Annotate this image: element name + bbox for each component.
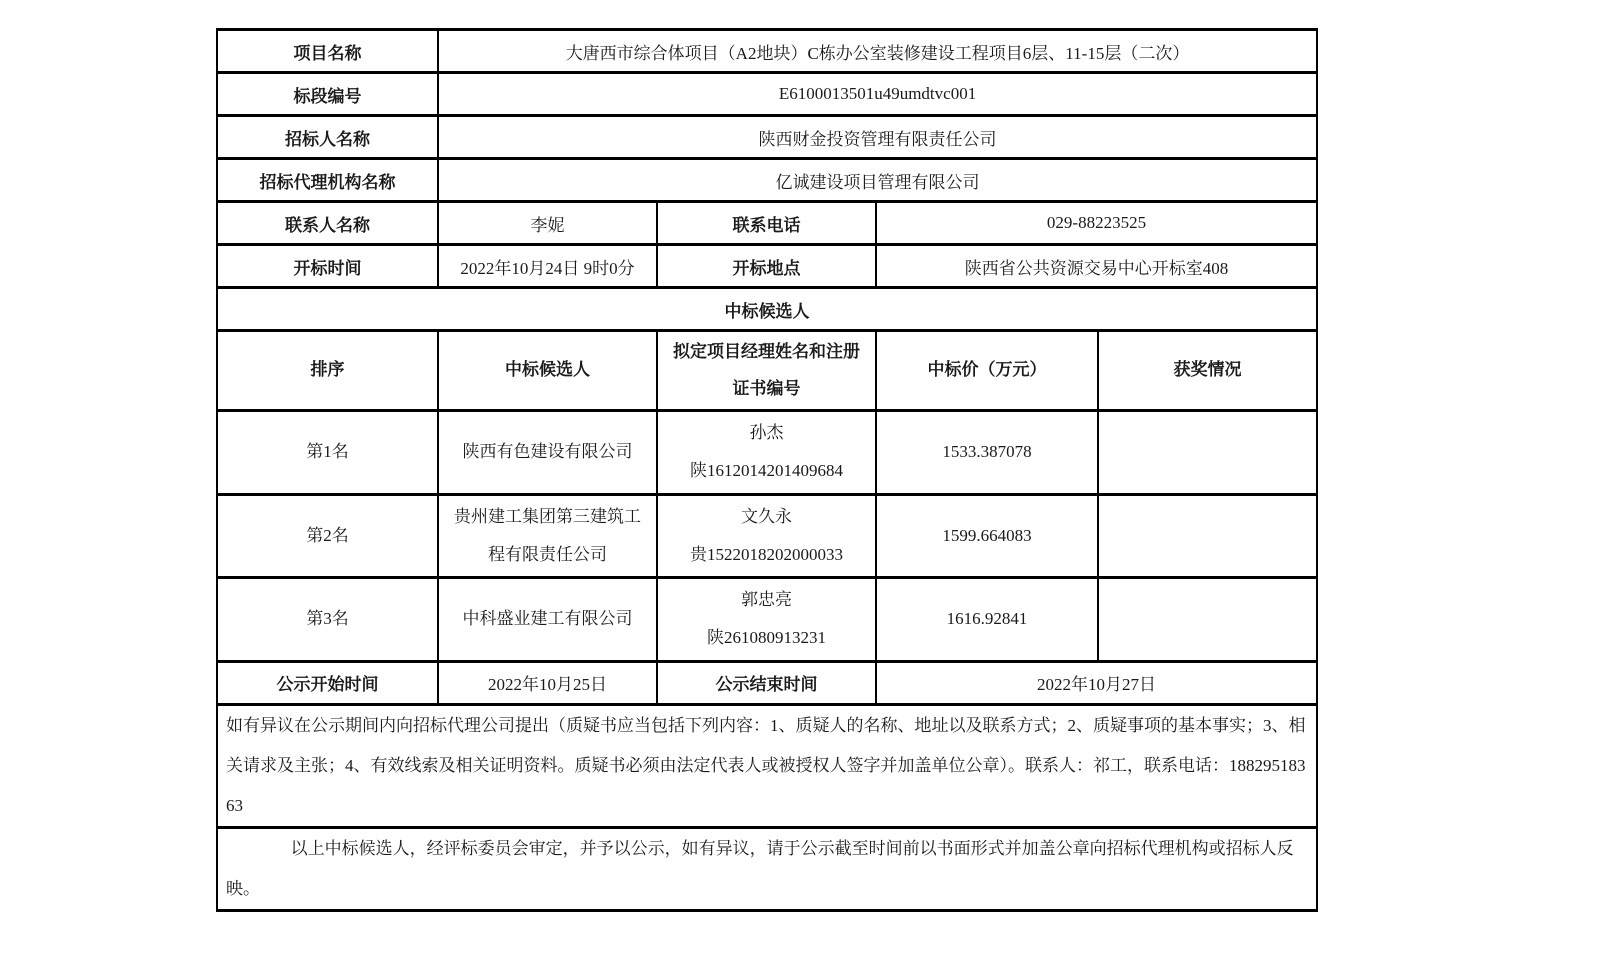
- manager-cert-no: 贵1522018202000033: [690, 544, 843, 564]
- rank-cell: 第1名: [217, 411, 438, 495]
- contact-phone-label: 联系电话: [657, 202, 876, 245]
- award-cell: [1098, 494, 1317, 578]
- publicity-period-row: [217, 661, 1317, 704]
- section-number-value: E6100013501u49umdtvc001: [438, 73, 1317, 116]
- candidates-title-row: [217, 288, 1317, 331]
- column-header-manager: 拟定项目经理姓名和注册证书编号: [657, 331, 876, 411]
- project-name-value: 大唐西市综合体项目（A2地块）C栋办公室装修建设工程项目6层、11-15层（二次）: [438, 30, 1317, 73]
- bid-price-cell: 1533.387078: [876, 411, 1098, 495]
- contact-phone-value: 029-88223525: [876, 202, 1317, 245]
- tenderer-value: 陕西财金投资管理有限责任公司: [438, 116, 1317, 159]
- bid-price-cell: 1599.664083: [876, 494, 1098, 578]
- manager-cell: [657, 411, 876, 495]
- candidate-row: [217, 411, 1317, 495]
- manager-cell: [657, 578, 876, 662]
- bid-price-cell: 1616.92841: [876, 578, 1098, 662]
- rank-cell: 第3名: [217, 578, 438, 662]
- column-header-candidate: 中标候选人: [438, 331, 657, 411]
- objection-notice-row: [217, 704, 1317, 827]
- candidate-name-cell: 陕西有色建设有限公司: [438, 411, 657, 495]
- bid-opening-row: [217, 245, 1317, 288]
- column-header-award: 获奖情况: [1098, 331, 1317, 411]
- manager-name: 孙杰: [749, 423, 784, 443]
- candidate-row: [217, 494, 1317, 578]
- publicity-start-value: 2022年10月25日: [438, 661, 657, 704]
- publicity-start-label: 公示开始时间: [217, 661, 438, 704]
- project-name-label: 项目名称: [217, 30, 438, 73]
- section-number-row: [217, 73, 1317, 116]
- manager-name: 郭忠亮: [741, 590, 792, 610]
- closing-statement-row: [217, 827, 1317, 910]
- contact-name-label: 联系人名称: [217, 202, 438, 245]
- publicity-end-value: 2022年10月27日: [876, 661, 1317, 704]
- tenderer-row: [217, 116, 1317, 159]
- manager-cert-no: 陕1612014201409684: [690, 461, 843, 481]
- agency-value: 亿诚建设项目管理有限公司: [438, 159, 1317, 202]
- candidate-name-cell: 中科盛业建工有限公司: [438, 578, 657, 662]
- project-name-row: [217, 30, 1317, 73]
- award-cell: [1098, 578, 1317, 662]
- manager-cell: [657, 494, 876, 578]
- contact-name-value: 李妮: [438, 202, 657, 245]
- opening-place-value: 陕西省公共资源交易中心开标室408: [876, 245, 1317, 288]
- agency-row: [217, 159, 1317, 202]
- opening-time-label: 开标时间: [217, 245, 438, 288]
- candidates-section-title: 中标候选人: [217, 288, 1317, 331]
- closing-statement-text: 以上中标候选人，经评标委员会审定，并予以公示，如有异议，请于公示截至时间前以书面形式并加盖公章向招标代理机构或招标人反映。: [217, 827, 1317, 910]
- opening-place-label: 开标地点: [657, 245, 876, 288]
- agency-label: 招标代理机构名称: [217, 159, 438, 202]
- candidate-name-cell: 贵州建工集团第三建筑工程有限责任公司: [438, 494, 657, 578]
- tenderer-label: 招标人名称: [217, 116, 438, 159]
- column-header-price: 中标价（万元）: [876, 331, 1098, 411]
- contact-row: [217, 202, 1317, 245]
- publicity-end-label: 公示结束时间: [657, 661, 876, 704]
- bid-announcement-table: [216, 28, 1318, 912]
- rank-cell: 第2名: [217, 494, 438, 578]
- manager-name: 文久永: [741, 506, 792, 526]
- award-cell: [1098, 411, 1317, 495]
- objection-notice-text: 如有异议在公示期间内向招标代理公司提出（质疑书应当包括下列内容：1、质疑人的名称、地址以及联系方式；2、质疑事项的基本事实；3、相关请求及主张；4、有效线索及相关证明资料。质疑书必须由法定代表人或被授权人签字并加盖单位公章）。联系人：祁工，联系电话：18829518363: [217, 704, 1317, 827]
- section-number-label: 标段编号: [217, 73, 438, 116]
- candidate-row: [217, 578, 1317, 662]
- candidates-header-row: [217, 331, 1317, 411]
- opening-time-value: 2022年10月24日 9时0分: [438, 245, 657, 288]
- column-header-rank: 排序: [217, 331, 438, 411]
- manager-cert-no: 陕261080913231: [707, 628, 826, 648]
